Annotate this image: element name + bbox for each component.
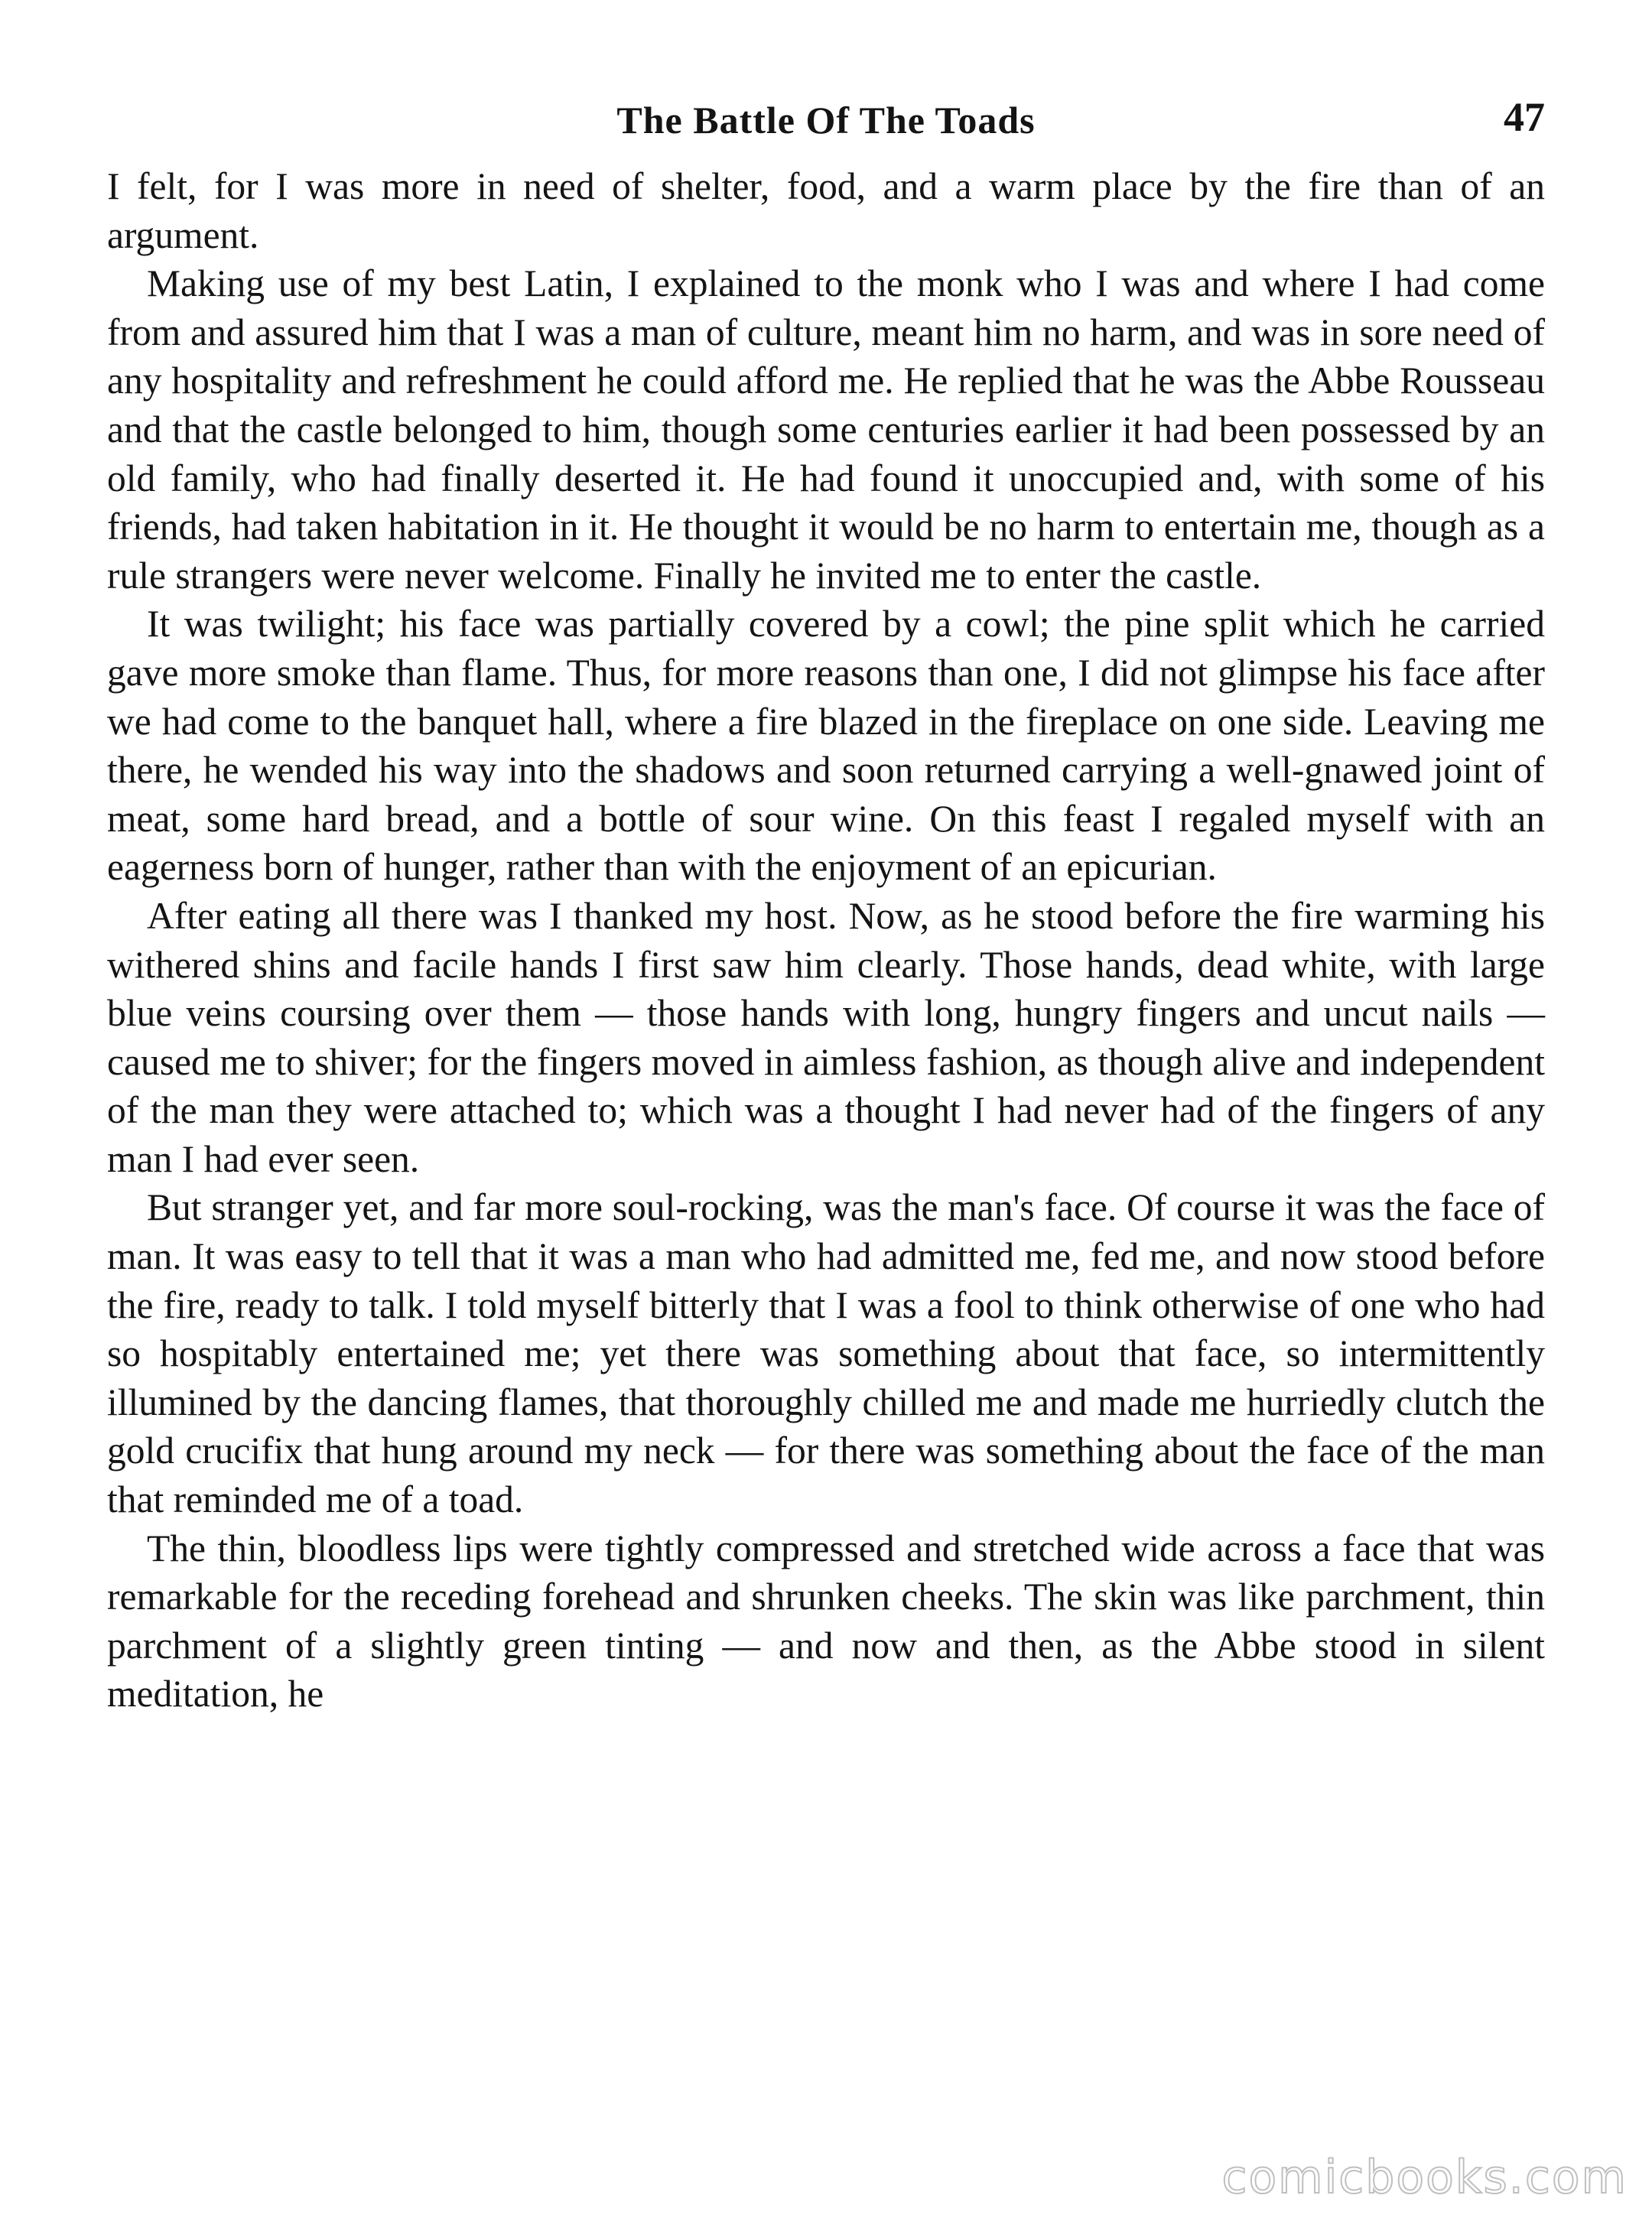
page-header [107, 94, 1545, 151]
running-title: The Battle Of The Toads [616, 99, 1036, 141]
paragraph: Making use of my best Latin, I explained to the monk who I was and where I had come from and assured him that I was a man of culture, meant him no harm, and was in sore need of any hospitality and refreshment he could afford me. He replied that he was the Abbe Rousseau and that the castle belonged to him, though some centuries earlier it had been possessed by an old family, who had finally deserted it. He had found it unoccupied and, with some of his friends, had taken habitation in it. He thought it would be no harm to entertain me, though as a rule strangers were never welcome. Finally he invited me to enter the castle. [107, 262, 1545, 597]
paragraph: After eating all there was I thanked my host. Now, as he stood before the fire warming his withered shins and facile hands I first saw him clearly. Those hands, dead white, with large blue veins coursing over them — those hands with long, hungry fingers and uncut nails — caused me to shiver; for the fingers moved in aimless fashion, as though alive and independent of the man they were attached to; which was a thought I had never had of the fingers of any man I had ever seen. [107, 894, 1545, 1180]
paragraph: The thin, bloodless lips were tightly compressed and stretched wide across a face that was remarkable for the receding forehead and shrunken cheeks. The skin was like parchment, thin parchment of a slightly green tinting — and now and then, as the Abbe stood in silent meditation, he [107, 1527, 1545, 1716]
paragraph-continuation: I felt, for I was more in need of shelter, food, and a warm place by the fire than of an argument. [107, 165, 1545, 256]
paragraph: But stranger yet, and far more soul-rocking, was the man's face. Of course it was the face of man. It was easy to tell that it was a man who had admitted me, fed me, and now stood before the fire, ready to talk. I told myself bitterly that I was a fool to think otherwise of one who had so hospitably entertained me; yet there was something about that face, so intermittently illumined by the dancing flames, that thoroughly chilled me and made me hurriedly clutch the gold crucifix that hung around my neck — for there was something about the face of the man that reminded me of a toad. [107, 1186, 1545, 1521]
watermark: comicbooks.com [1221, 2151, 1628, 2204]
paragraph: It was twilight; his face was partially covered by a cowl; the pine split which he carried gave more smoke than flame. Thus, for more reasons than one, I did not glimpse his face after we had come to the banquet hall, where a fire blazed in the fireplace on one side. Leaving me there, he wended his way into the shadows and soon returned carrying a well-gnawed joint of meat, some hard bread, and a bottle of sour wine. On this feast I regaled myself with an eagerness born of hunger, rather than with the enjoyment of an epicurian. [107, 603, 1545, 889]
body-text [107, 162, 1545, 1719]
page-number: 47 [1504, 94, 1545, 140]
